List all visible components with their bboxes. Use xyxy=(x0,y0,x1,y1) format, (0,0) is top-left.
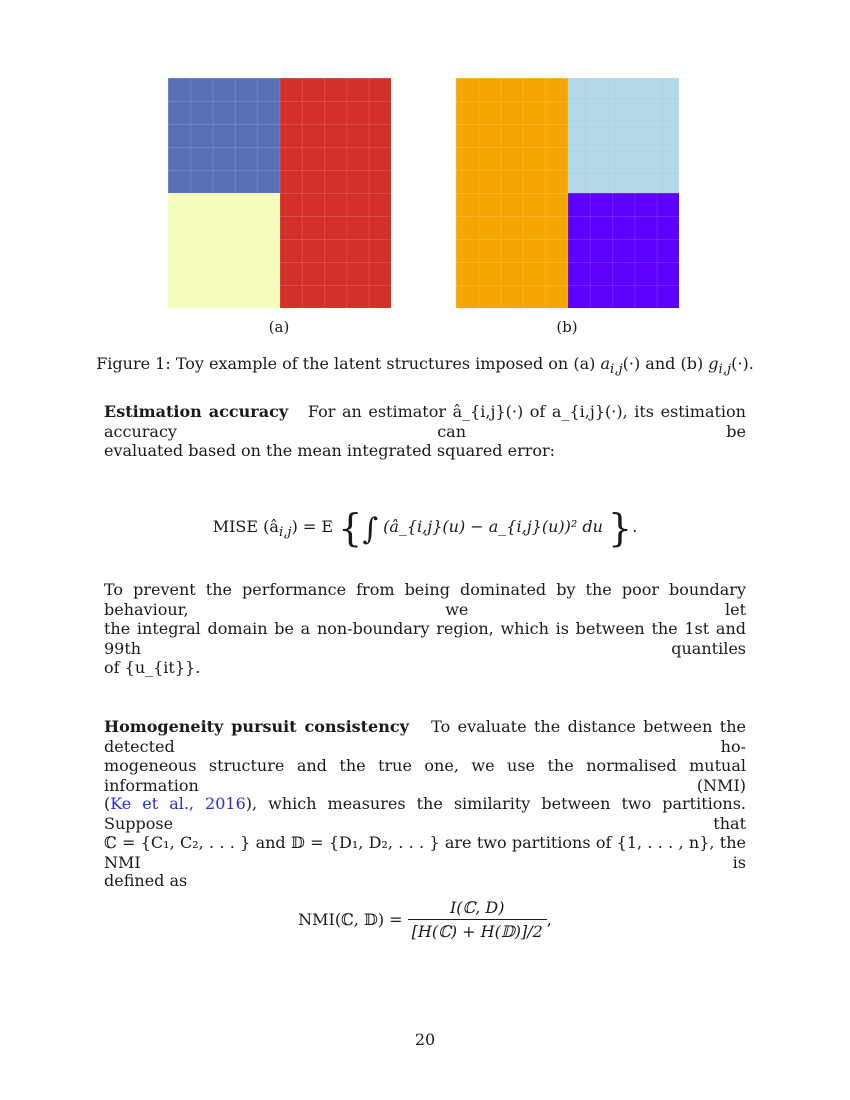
figure-caption: Figure 1: Toy example of the latent structures imposed on (a) $a_{i,j}(\cdot)$ and (b) $g_{i,j}(\cdot)$. xyxy=(96,354,754,378)
nmi-fraction xyxy=(408,898,547,941)
estimation-paragraph-line-1 xyxy=(104,402,746,442)
figure-panel-b xyxy=(456,78,679,308)
estimation-line-1: For an estimator â_{i,j}(·) of a_{i,j}(·), its estimation accuracy can be xyxy=(104,402,746,441)
estimation-line-3: To prevent the performance from being dominated by the poor boundary behaviour, we let xyxy=(104,580,746,619)
homogeneity-heading: Homogeneity pursuit consistency xyxy=(104,717,409,736)
estimation-line-5: of {u_{it}}. xyxy=(104,658,201,677)
estimation-heading: Estimation accuracy xyxy=(104,402,289,421)
nmi-equation: NMI(ℂ, 𝔻) = $\frac{\text{I(ℂ, D)}}{\text{[H(ℂ) + H(𝔻)]/2}}$ , xyxy=(298,898,552,941)
panel-a-block-top-left xyxy=(168,78,280,193)
figure-panel-a xyxy=(168,78,391,308)
panel-b-block-left xyxy=(456,78,568,308)
nmi-numerator: I(ℂ, D) xyxy=(408,898,547,920)
homogeneity-paragraph-line-1 xyxy=(104,717,746,757)
nmi-denominator: [H(ℂ) + H(𝔻)]/2 xyxy=(411,922,543,941)
subcaption-a: (a) xyxy=(268,318,290,336)
panel-b-block-bottom-right xyxy=(568,193,679,308)
mise-equation: MISE $(â_{i,j}) = E$ {∫ (â_{i,j}(u) − a_{i,j}(u))² du }. xyxy=(212,506,638,550)
homogeneity-line-1: To evaluate the distance between the detected ho- xyxy=(104,717,746,756)
subcaption-b: (b) xyxy=(556,318,578,336)
panel-b-block-top-right xyxy=(568,78,679,193)
panel-a-block-right xyxy=(280,78,391,308)
page-number: 20 xyxy=(414,1030,436,1049)
homogeneity-line-2: mogeneous structure and the true one, we use the normalised mutual information (NMI) xyxy=(104,756,746,795)
close-brace: } xyxy=(608,506,633,550)
integral-sign: ∫ xyxy=(362,512,378,547)
homogeneity-line-4: ℂ = {C₁, C₂, . . . } and 𝔻 = {D₁, D₂, . . . } are two partitions of {1, . . . , n}, the NMI is xyxy=(104,833,746,872)
panel-a-block-bottom-left xyxy=(168,193,280,308)
estimation-line-2: evaluated based on the mean integrated squared error: xyxy=(104,441,556,460)
homogeneity-line-3: (Ke et al., 2016), which measures the similarity between two partitions. Suppose that xyxy=(104,794,747,833)
open-brace: { xyxy=(338,506,363,550)
homogeneity-line-5: defined as xyxy=(104,871,188,890)
estimation-line-4: the integral domain be a non-boundary region, which is between the 1st and 99th quantiles xyxy=(104,619,746,658)
citation-link[interactable]: Ke et al., 2016 xyxy=(110,794,246,813)
